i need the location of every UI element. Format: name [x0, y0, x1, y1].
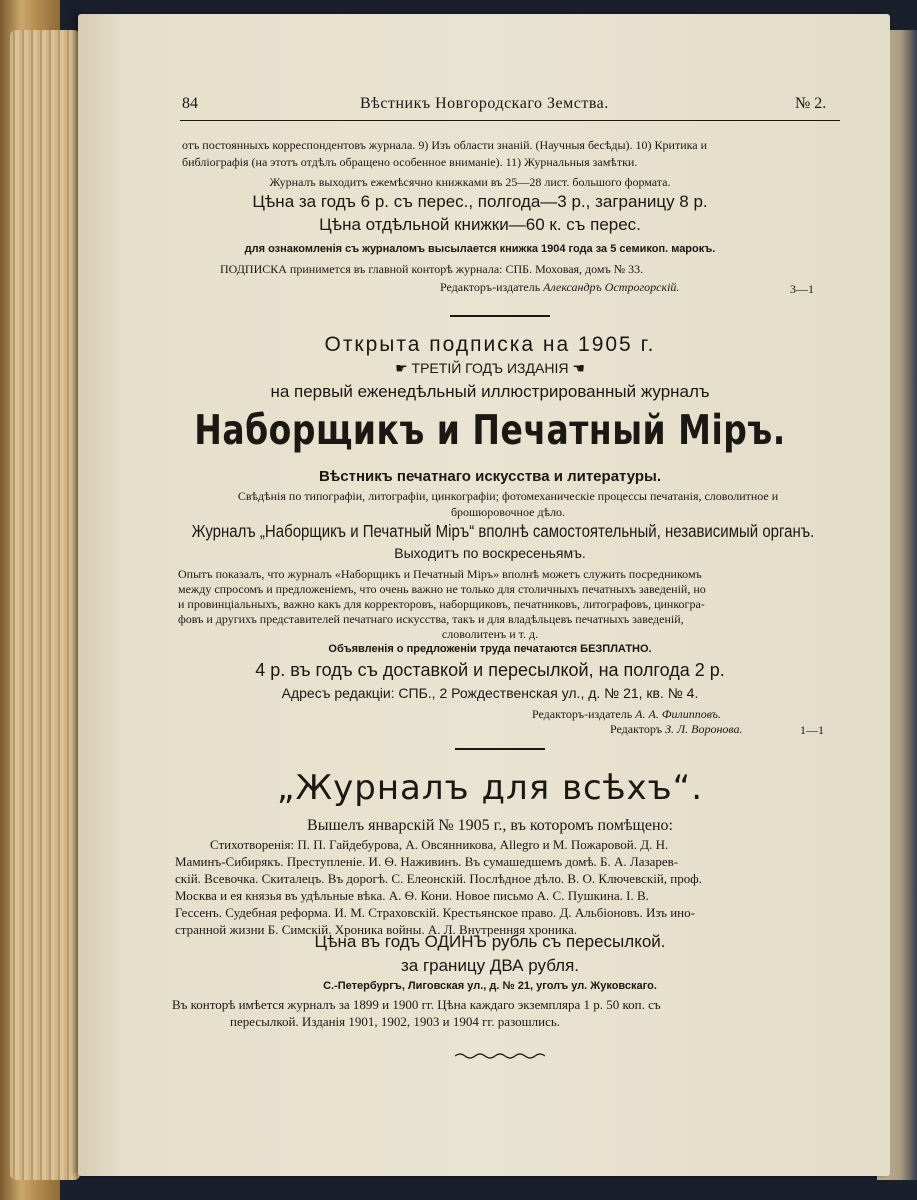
pointing-hand-right-icon: ☛ [395, 360, 408, 376]
ad3-contents-line4: Москва и ея князья въ удѣльные вѣка. А. Ѳ. Кони. Новое письмо А. С. Пушкина. І. В. [175, 888, 649, 903]
ad3-journal-title: „Журналъ для всѣхъ“. [276, 768, 704, 808]
ad2-publisher [532, 707, 917, 722]
ad2-editor [610, 722, 917, 737]
ad3-office-line1: Въ конторѣ имѣется журналъ за 1899 и 1900 гг. Цѣна каждаго экземпляра 1 р. 50 коп. съ [172, 997, 661, 1012]
ad2-address: Адресъ редакціи: СПБ., 2 Рождественская ул., д. № 21, кв. № 4. [281, 685, 699, 701]
ad2-journal-title: Наборщикъ и Печатный Міръ. [194, 405, 786, 454]
ad2-experience-line2: между спросомъ и предложеніемъ, что очень важно не только для столичныхъ печатныхъ заведеній, но [178, 582, 706, 596]
ad3-contents-line2: Маминъ-Сибирякъ. Преступленіе. И. Ѳ. Наживинъ. Въ сумашедшемъ домѣ. Б. А. Лазарев- [175, 854, 679, 869]
separator-rule-2 [455, 748, 545, 750]
issue-number: № 2. [795, 95, 827, 112]
ad3-contents-line6: странной жизни Б. Симскій. Хроника войны. А. Л. Внутренняя хроника. [175, 922, 577, 937]
ad2-publisher-name: А. А. Филипповъ. [635, 707, 721, 721]
ad1-price: Цѣна за годъ 6 р. съ перес., полгода—3 р., заграницу 8 р. [252, 192, 708, 211]
ad1-line1: отъ постоянныхъ корреспондентовъ журнала. 9) Изъ области знаній. (Научныя бесѣды). 10) Критика и [182, 138, 708, 152]
running-title: Вѣстникъ Новгородскаго Земства. [360, 95, 609, 112]
ad2-free-ads: Объявленія о предложеніи труда печатаются БЕЗПЛАТНО. [328, 643, 652, 655]
ad1-sample: для ознакомленія съ журналомъ высылается книжка 1904 года за 5 семикоп. марокъ. [244, 243, 716, 255]
ad1-line2: библіографія (на этотъ отдѣлъ обращено особенное вниманіе). 11) Журнальныя замѣтки. [182, 155, 638, 169]
ad1-editor-label: Редакторъ-издатель [440, 280, 541, 294]
ad3-contents-line5: Гессенъ. Судебная реформа. И. М. Страховскій. Крестьянское право. Д. Альбіоновъ. Изъ ино- [175, 905, 695, 920]
ad2-year: ТРЕТІЙ ГОДЪ ИЗДАНІЯ [411, 360, 569, 376]
ad2-open-subscription: Открыта подписка на 1905 г. [324, 333, 656, 356]
ad3-contents-line3: скій. Всевочка. Скиталецъ. Въ дорогѣ. С. Елеонскій. Послѣдное дѣло. В. О. Ключевскій, проф. [175, 871, 702, 886]
page-stack-edge [10, 30, 80, 1180]
ad2-on-first: на первый еженедѣльный иллюстрированный журналъ [270, 382, 710, 401]
ad2-experience-line5: словолитенъ и т. д. [441, 627, 539, 641]
ad2-independent: Журналъ „Наборщикъ и Печатный Міръ“ вполнѣ самостоятельный, независимый органъ. [191, 522, 815, 542]
header-rule [180, 120, 840, 121]
wavy-ornament [455, 1052, 545, 1060]
ad2-sundays: Выходитъ по воскресеньямъ. [394, 545, 586, 561]
ad2-experience-line1: Опытъ показалъ, что журналъ «Наборщикъ и Печатный Міръ» вполнѣ можетъ служить посредникомъ [178, 567, 702, 581]
ad2-counter: 1—1 [800, 723, 824, 737]
page-number: 84 [182, 95, 198, 112]
ad2-year-line [170, 360, 810, 377]
ad2-price: 4 р. въ годъ съ доставкой и пересылкой, на полгода 2 р. [255, 660, 725, 680]
ad1-single-price: Цѣна отдѣльной книжки—60 к. съ перес. [319, 215, 641, 234]
ad3-released: Вышелъ январскій № 1905 г., въ которомъ помѣщено: [307, 817, 673, 834]
ad2-editor-label: Редакторъ [610, 722, 663, 736]
ad2-topics-line2: брошюровочное дѣло. [450, 505, 566, 519]
ad1-counter: 3—1 [790, 282, 814, 296]
pointing-hand-left-icon: ☚ [572, 360, 585, 376]
ad2-topics-line1: Свѣдѣнія по типографіи, литографіи, цинкографіи; фотомеханическіе процессы печатанія, словолитное и [237, 489, 779, 503]
ad3-office-line2: пересылкой. Изданія 1901, 1902, 1903 и 1904 гг. разошлись. [230, 1014, 561, 1029]
ad3-address: С.-Петербургъ, Лиговская ул., д. № 21, уголъ ул. Жуковскаго. [323, 980, 657, 992]
ad1-line3: Журналъ выходитъ ежемѣсячно книжками въ 25—28 лист. большого формата. [269, 175, 671, 189]
ad2-editor-name: З. Л. Воронова. [665, 722, 743, 736]
ad2-publisher-label: Редакторъ-издатель [532, 707, 633, 721]
ad1-editor-name: Александръ Острогорскій. [543, 280, 680, 294]
ad3-price-abroad: за границу ДВА рубля. [400, 956, 580, 975]
ad3-price-year: Цѣна въ годъ ОДИНЪ рубль съ пересылкой. [314, 932, 666, 951]
separator-rule-1 [450, 315, 550, 317]
ad3-contents-line1: Стихотворенія: П. П. Гайдебурова, А. Овсянникова, Allegro и М. Пожаровой. Д. Н. [210, 837, 669, 852]
ad2-experience-line4: фовъ и другихъ представителей печатнаго искусства, такъ и для владѣльцевъ печатныхъ заведеній, [178, 612, 684, 626]
ad2-subtitle: Вѣстникъ печатнаго искусства и литературы. [318, 468, 662, 485]
ad1-subscription: ПОДПИСКА принимется въ главной конторѣ журнала: СПБ. Моховая, домъ № 33. [220, 262, 644, 276]
ad2-experience-line3: и провинціальныхъ, важно какъ для корректоровъ, наборщиковъ, печатниковъ, литографовъ, цинкогра- [178, 597, 705, 611]
